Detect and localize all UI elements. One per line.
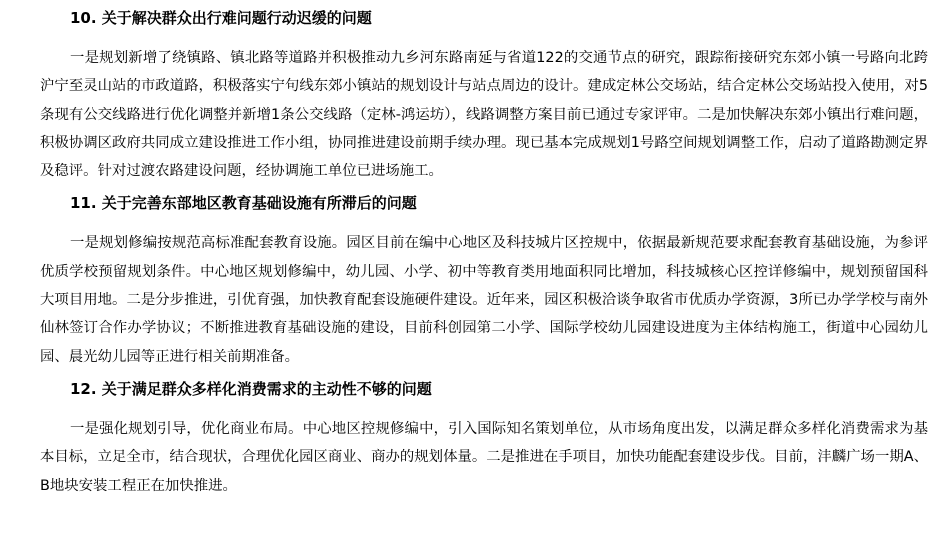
section-11 (40, 191, 928, 376)
section-12 (40, 377, 928, 500)
section-heading: 10. 关于解决群众出行难问题行动迟缓的问题 (70, 9, 372, 27)
section-heading: 11. 关于完善东部地区教育基础设施有所滞后的问题 (70, 194, 417, 213)
section-10 (40, 6, 928, 191)
section-heading: 12. 关于满足群众多样化消费需求的主动性不够的问题 (70, 379, 432, 398)
section-paragraph: 一是规划新增了绕镇路、镇北路等道路并积极推动九乡河东路南延与省道122的交通节点的研究，跟踪衔接研究东郊小镇一号路向北跨沪宁至灵山站的市政道路，积极落实宁句线东郊小镇站的规划设计与站点周边的设计。建成定林公交场站，结合定林公交场站投入使用，对5条现有公交线路进行优化调整并新增1条公交线路（定林-鸿运坊），线路调整方案目前已通过专家评审。二是加快解决东郊小镇出行难问题，积极协调区政府共同成立建设推进工作小组，协同推进建设前期手续办理。现已基本完成规划1号路空间规划调整工作，启动了道路勘测定界及稳评。针对过渡农路建设问题，经协调施工单位已进场施工。 (40, 50, 928, 180)
section-paragraph: 一是强化规划引导，优化商业布局。中心地区控规修编中，引入国际知名策划单位，从市场角度出发，以满足群众多样化消费需求为基本目标，立足全市，结合现状，合理优化园区商业、商办的规划体量。二是推进在手项目，加快功能配套建设步伐。目前，沣麟广场一期A、B地块安装工程正在加快推进。 (40, 420, 928, 494)
section-paragraph: 一是规划修编按规范高标准配套教育设施。园区目前在编中心地区及科技城片区控规中，依据最新规范要求配套教育基础设施，为参评优质学校预留规划条件。中心地区规划修编中，幼儿园、小学、初中等教育类用地面积同比增加，科技城核心区控详修编中，规划预留国科大项目用地。二是分步推进，引优育强，加快教育配套设施硬件建设。近年来，园区积极洽谈争取省市优质办学资源，3所已办学学校与南外仙林签订合作办学协议；不断推进教育基础设施的建设，目前科创园第二小学、国际学校幼儿园建设进度为主体结构施工，街道中心园幼儿园、晨光幼儿园等正进行相关前期准备。 (40, 235, 928, 365)
